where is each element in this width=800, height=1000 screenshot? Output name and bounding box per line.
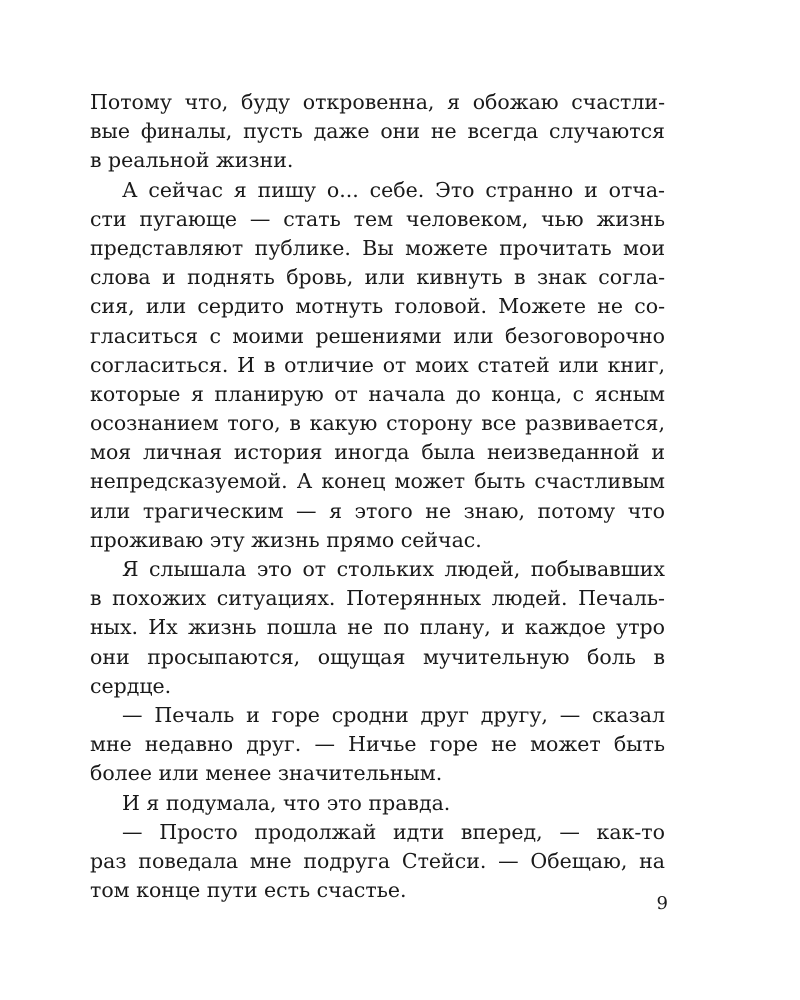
text-line: сердце. <box>90 673 172 698</box>
text-line: согласиться. И в отличие от моих статей или книг, <box>90 352 665 377</box>
text-line: том конце пути есть счастье. <box>90 878 407 903</box>
text-line: представляют публике. Вы можете прочитать мои <box>90 235 665 260</box>
text-line: сия, или сердито мотнуть головой. Можете не со- <box>90 294 665 319</box>
text-line: раз поведала мне подруга Стейси. — Обещаю, на <box>90 848 665 873</box>
text-line: вые финалы, пусть даже они не всегда случаются <box>90 119 665 144</box>
text-line: моя личная история иногда была неизведанной и <box>90 440 665 465</box>
text-line: Я слышала это от стольких людей, побывавших <box>122 557 665 581</box>
text-line: или трагическим — я этого не знаю, потому что <box>90 498 665 523</box>
text-line: Потому что, буду откровенна, я обожаю счастли- <box>90 90 665 114</box>
text-line: А сейчас я пишу о... себе. Это странно и отча- <box>122 177 665 202</box>
text-line: гласиться с моими решениями или безоговорочно <box>90 323 665 348</box>
text-line: в похожих ситуациях. Потерянных людей. Печаль- <box>90 586 665 611</box>
text-line: проживаю эту жизнь прямо сейчас. <box>90 527 482 552</box>
text-line: которые я планирую от начала до конца, с ясным <box>90 381 665 406</box>
text-line: ных. Их жизнь пошла не по плану, и каждое утро <box>90 615 665 640</box>
text-line: сти пугающе — стать тем человеком, чью жизнь <box>90 206 665 231</box>
page-number: 9 <box>656 893 668 914</box>
text-line: более или менее значительным. <box>90 761 443 786</box>
text-line: — Печаль и горе сродни друг другу, — сказал <box>122 702 665 727</box>
text-line: мне недавно друг. — Ничье горе не может быть <box>90 732 665 757</box>
text-line: они просыпаются, ощущая мучительную боль в <box>90 644 665 669</box>
body-text <box>90 88 665 905</box>
text-line: И я подумала, что это правда. <box>122 790 451 815</box>
text-line: в реальной жизни. <box>90 148 294 173</box>
text-line: непредсказуемой. А конец может быть счастливым <box>90 469 665 494</box>
text-line: — Просто продолжай идти вперед, — как-то <box>122 819 665 844</box>
text-line: осознанием того, в какую сторону все развивается, <box>90 411 665 436</box>
text-line: слова и поднять бровь, или кивнуть в знак согла- <box>90 265 665 290</box>
